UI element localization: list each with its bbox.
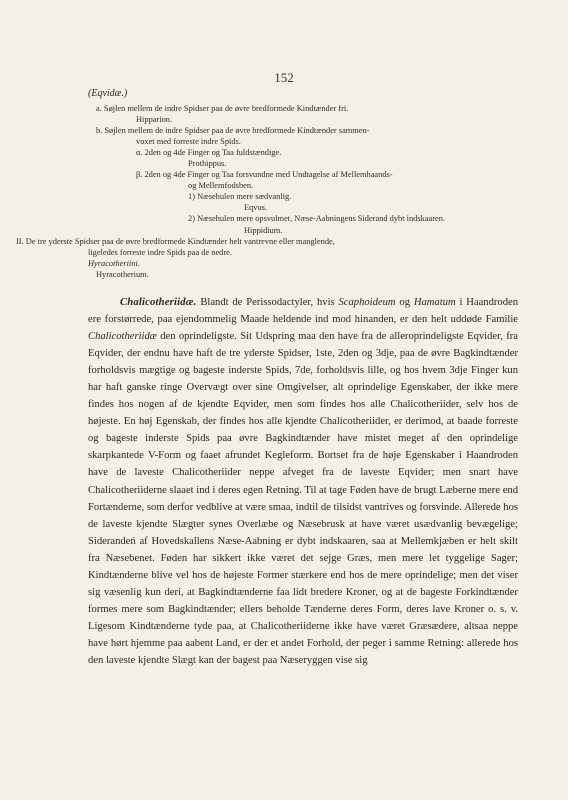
italic-term: Chalicotheriidæ xyxy=(88,331,157,343)
key-line: ligeledes forreste indre Spids paa de nedre. xyxy=(88,247,232,257)
body-segment: den oprindeligste. Sit Udspring maa den have fra de alleroprindeligste Eqvider, fra Eqvider, der endnu have haft de tre yderste Spidser, 1ste, 2den og 3dje, paa de øvre Bagkindtænder forholdsvis mægtige og bageste inderste Spids, 7de, forholdsvis lille, og hos hvem 3dje Finger kun har haft ganske ringe Overvægt over sine Omgivelser, alt oprindelige Egenskaber, der ikke mere findes hos nogen af de kjendte Eqvider, men som findes hos alle Chalicotheriider, selv hos de højeste. En høj Egenskab, der findes hos alle kjendte Chalicotheriider, er derimod, at baade forreste og bageste inderste Spids paa øvre Bagkindtænder have mistet meget af den oprindelige skarpkantede V-Form og faaet afrundet Kegleform. Bortset fra de høje Egenskaber i Haandroden have de laveste Chalicotheriider neppe afveget fra de laveste Eqvider; men snart have Chalicotheriiderne slaaet ind i deres egen Retning. Til at tage Føden have de brugt Læberne mere end Fortænderne, som derfor vedblive at være smaa, indtil de tilsidst vantrives og forsvinde. Allerede hos de laveste kjendte Slægter synes Overlæbe og Næsebrusk at have været usædvanlig bevægelige; Siderandeń af Hovedskallens Næse-Aabning er dybt indskaaren, saa at Mellemkjæben er helt skilt fra Næsebenet. Føden har sikkert ikke været det sejge Græs, men mere let tyggelige Sager; Kindtænderne blive vel hos de højeste Former stærkere end hos de mere oprindelige; men det viser sig væsenlig kun deri, at Bagkindtænderne faa lidt bredere Kroner, og at de bageste Forkindtænder formes mere som Bagkindtænder; ellers beholde Tænderne deres Form, deres lave Kroner o. s. v. Ligesom Kindtænderne tyde paa, at Chalicotheriiderne ikke have været Græsædere, altsaa neppe have hørt hjemme paa aabent Land, er der et andet Forhold, der peger i samme Retning: allerede hos den laveste kjendte Slægt kan der bagest paa Næseryggen vise sig xyxy=(88,331,518,666)
body-paragraph xyxy=(88,294,518,669)
italic-term: Hamatum xyxy=(413,297,456,308)
key-line: 2) Næsehulen mere opsvulmet, Næse-Aabningens Siderand dybt indskaaren. xyxy=(188,214,446,224)
key-line: Eqvus. xyxy=(244,203,268,213)
key-line: b. Søjlen mellem de indre Spidser paa de øvre bredformede Kindtænder sammen- xyxy=(96,126,370,136)
body-segment: Blandt de Perissodactyler, hvis xyxy=(196,297,339,308)
key-line: β. 2den og 4de Finger og Taa forsvundne med Undtagelse af Mellemhaands- xyxy=(136,170,393,180)
body-segment: og xyxy=(395,297,414,308)
key-line: voxet med forreste indre Spids. xyxy=(136,137,241,147)
key-line: Prothippus. xyxy=(188,159,227,169)
italic-term: Scaphoideum xyxy=(338,297,396,308)
body-text xyxy=(88,294,518,669)
key-line: Hipparion. xyxy=(136,115,173,125)
body-segment: i Haandroden ere forstørrede, paa ejendommelig Maade heldende ind mod hinanden, er den helt uddøde Familie xyxy=(88,297,518,326)
key-line: II. De tre yderste Spidser paa de øvre bredformede Kindtænder helt vantrevne eller manglende, xyxy=(16,236,335,246)
key-line: Hippidium. xyxy=(244,225,283,235)
key-line: Hyracotheriini. xyxy=(88,258,140,268)
key-line: a. Søjlen mellem de indre Spidser paa de øvre bredformede Kindtænder fri. xyxy=(96,104,349,113)
key-line: Hyracotherium. xyxy=(96,269,149,279)
taxon-heading: Chalicotheriidæ. xyxy=(120,297,197,308)
key-line: α. 2den og 4de Finger og Taa fuldstændige. xyxy=(136,148,282,158)
page-number: 152 xyxy=(274,70,294,85)
key-line: 1) Næsehulen mere sædvanlig. xyxy=(188,192,292,202)
taxonomic-key xyxy=(16,103,520,280)
family-label: (Eqvidæ.) xyxy=(88,88,128,99)
key-line: og Mellemfodsben. xyxy=(188,181,254,191)
